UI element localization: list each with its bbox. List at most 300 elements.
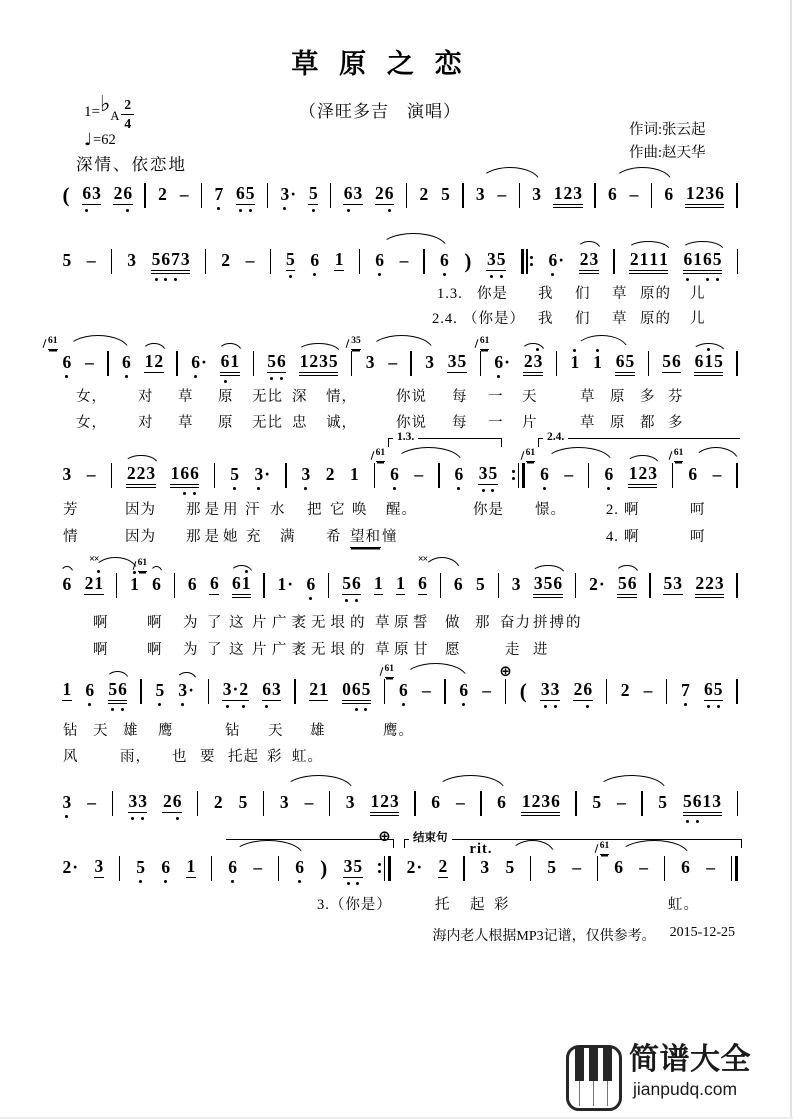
lyric-syllable: 充 [246,529,262,545]
lyric-syllable: 望和 [350,530,381,548]
note-digit: 5 [245,183,255,203]
note-digit: 2 [84,573,94,593]
note-digit: · [287,574,294,595]
lyric-syllable: 水 [270,502,286,518]
lyric-syllable: 原的 [640,311,671,327]
note-digit: 3 [425,352,434,373]
note-digit: 3 [589,249,599,269]
grace-note: 61 [480,337,490,350]
flat-icon: ♭ [99,92,111,117]
note-digit: 6 [384,183,394,203]
note-digit: 6 [454,464,464,485]
note-digit: 5 [496,249,506,269]
lyric-syllable: 每 [452,415,468,431]
note-digit: 6 [82,183,92,203]
lyric-syllable: 无比 [252,415,283,431]
grace-note: 35 [351,337,361,350]
note-digit: 2 [620,680,630,701]
note-digit: 6 [161,249,171,269]
note-digit: 2 [629,249,639,269]
lyric-syllable: 芳 [63,502,79,518]
lyric-syllable: 雄 [310,723,326,739]
note-digit: 5 [712,249,722,269]
note-digit: 5 [543,573,553,593]
note-digit: 6 [704,679,713,699]
meter-numerator: 2 [121,97,134,115]
lyric-syllable: 那 [475,615,491,631]
lyric-syllable: 对 [138,415,154,431]
note-digit: 7 [681,680,690,701]
lyric-syllable: 们 [575,286,591,302]
note-digit: – [564,464,574,485]
note-digit: 6 [232,573,241,593]
note-digit: 5 [592,792,602,813]
coda-icon: ⊕ [499,662,512,680]
note-digit: 5 [108,679,118,699]
note-digit: 6 [615,351,625,371]
note-digit: 1 [639,249,649,269]
note-digit: 2 [523,351,533,371]
note-digit: 6 [172,791,182,811]
lyric-syllable: 4. [606,529,619,545]
piano-key-icon [575,1048,584,1081]
lyric-syllable: 那是用 [186,502,242,518]
lyricist-credit: 作词:张云起 [629,122,706,138]
note-digit: 5 [617,573,627,593]
note-digit: 3 [146,463,156,483]
lyric-syllable: 唤 [352,502,368,518]
note-digit: 3 [475,184,485,205]
note-digit: 6 [681,857,690,878]
note-digit: 6 [497,792,506,813]
lyric-syllable: 走 [505,642,521,658]
lyric-syllable: 女， [76,389,107,405]
note-digit: 6 [62,352,72,373]
note-digit: 1 [130,574,139,595]
lyric-syllable: 因为 [125,529,156,545]
note-digit: 1 [649,249,659,269]
rit-mark: rit. [469,841,493,857]
grace-note: 61 [526,449,536,462]
note-digit: 6 [672,351,681,371]
piano-key-icon [603,1048,612,1081]
note-digit: 6 [688,464,698,485]
note-digit: 3 [712,791,722,811]
lyric-syllable: 进 [533,642,549,658]
note-digit: 3 [550,679,560,699]
note-digit: 2 [221,250,231,271]
lyric-syllable: 也 [172,749,188,765]
note-digit: 5 [441,184,450,205]
lyric-syllable: 我 [538,311,554,327]
note-digit: – [421,680,431,701]
composer-credit: 作曲:赵天华 [629,145,706,161]
note-text: 海内老人根据MP3记谱，仅供参考。 [432,929,656,944]
lyric-syllable: 啊 [624,529,640,545]
note-digit: 6 [453,574,463,595]
note-digit: 1 [374,573,383,593]
note-digit: 1 [241,573,251,593]
note-digit: 1 [350,464,359,485]
note-digit: 3 [138,791,147,811]
note-digit: 1 [659,249,668,269]
lyric-syllable: 一 [488,389,504,405]
lyric-syllable: 呵 [690,502,706,518]
note-digit: – [304,792,314,813]
note-digit: 6 [277,351,286,371]
note-digit: – [86,464,96,485]
note-digit: 6 [548,250,558,271]
note-digit: 5 [308,183,318,203]
note-digit: 3 [486,249,496,269]
volta-label: 2.4. [543,431,568,445]
note-digit: 2 [375,183,384,203]
note-digit: – [85,352,94,373]
lyric-syllable: 草 [178,415,194,431]
note-digit: 6 [152,574,161,595]
note-digit: 6 [604,464,614,485]
volta-label: 结束句 [409,832,452,846]
lyric-syllable: 女， [76,415,107,431]
note-digit: 6 [180,463,190,483]
lyric-syllable: 憬。 [535,502,566,518]
note-digit: – [86,250,96,271]
note-digit: · [72,857,79,878]
note-digit: 2 [158,184,167,205]
lyric-syllable: 2. [606,502,619,518]
lyric-syllable: 儿 [690,311,706,327]
note-digit: 3 [301,464,311,485]
lyric-syllable: 因为 [125,502,156,518]
note-digit: 3 [279,792,289,813]
piano-icon [566,1045,622,1111]
lyric-syllable: 1.3. [437,286,463,302]
lyric-syllable: 诚， [326,415,357,431]
lyric-syllable: 2.4. [432,311,458,327]
lyric-syllable: 对 [138,389,154,405]
note-digit: 2 [638,463,648,483]
note-digit: 5 [267,351,276,371]
note-digit: 5 [662,351,672,371]
key-prefix: 1= [84,104,100,120]
note-digit: 3 [705,183,715,203]
note-digit: – [179,184,189,205]
lyric-syllable: 天 [268,723,284,739]
note-digit: 5 [457,351,467,371]
note-digit: 1 [704,351,714,371]
note-digit: 2 [309,351,319,371]
note-digit: · [232,679,239,699]
note-digit: 3 [254,464,264,485]
lyric-syllable: 天 [522,389,538,405]
lyric-syllable: 誓 [413,615,429,631]
note-digit: 1 [593,352,602,373]
lyric-syllable: 啊 [93,642,109,658]
lyric-syllable: 忠 [292,415,308,431]
note-digit: 5 [714,351,723,371]
lyric-syllable: 片 [522,415,538,431]
note-digit: 3 [511,574,521,595]
note-digit: 1 [396,573,405,593]
note-digit: 3 [532,184,541,205]
lyric-syllable: 草 [612,286,628,302]
note-digit: 3 [365,352,375,373]
lyric-syllable: 片 [252,615,268,631]
note-digit: 3 [127,250,137,271]
note-digit: 2 [531,791,541,811]
note-digit: 3 [222,679,232,699]
note-digit: 1 [186,856,196,876]
note-digit: 6 [553,573,563,593]
lyric-syllable: 彩 [267,749,283,765]
note-digit: · [416,857,423,878]
note-digit: ( [519,678,527,703]
note-digit: 3 [533,573,543,593]
lyric-syllable: 憧 [382,529,398,545]
note-digit: 5 [286,249,295,269]
note-digit: 3 [94,856,104,876]
lyric-syllable: 原 [394,642,410,658]
note-digit: – [643,680,653,701]
note-digit: 5 [475,574,485,595]
note-digit: 5 [488,463,498,483]
note-digit: 2 [213,792,223,813]
lyric-syllable: 把 [307,502,323,518]
note-digit: 5 [713,679,723,699]
lyric-syllable: 原的 [640,286,671,302]
note-digit: 3 [319,351,328,371]
note-digit: 5 [342,573,351,593]
lyric-syllable: 虹。 [292,749,323,765]
lyric-syllable: 希 [326,529,342,545]
note-digit: 3 [180,249,190,269]
lyric-syllable: 啊 [624,502,640,518]
key-letter: A [110,109,120,123]
note-digit: 6 [399,680,408,701]
note-digit: 6 [627,573,637,593]
lyric-syllable: 起 [470,897,486,913]
note-digit: 3 [714,573,724,593]
note-digit: – [629,184,639,205]
note-digit: 6 [715,183,724,203]
note-digit: 3 [128,791,138,811]
note-digit: – [399,250,409,271]
note-digit: 6 [306,574,316,595]
note-digit: 3 [280,184,290,205]
note-digit: 3 [478,463,488,483]
note-digit: 5 [151,249,161,269]
note-digit: 5 [625,351,635,371]
note-digit: 1 [94,573,104,593]
note-digit: ) [320,855,328,880]
ornament-icon: ×× [417,554,428,565]
lyric-syllable: 啊 [147,642,163,658]
note-digit: 5 [353,856,363,876]
note-digit: 6 [540,464,549,485]
lyric-syllable: 原 [394,615,410,631]
note-digit: 6 [614,857,623,878]
note-digit: 2 [695,573,705,593]
note-digit: 6 [123,183,133,203]
lyric-syllable: 彩 [494,897,510,913]
tempo-value: =62 [93,131,116,148]
note-digit: 6 [262,679,271,699]
note-digit: 2 [162,791,172,811]
lyric-syllable: 片 [252,642,268,658]
note-digit: ) [464,248,472,273]
note-digit: · [290,184,297,205]
note-digit: 5 [505,857,515,878]
lyric-syllable: 风 [63,749,79,765]
grace-note: 61 [138,559,148,572]
lyric-syllable: 草 [580,389,596,405]
grace-note: 61 [376,449,386,462]
lyric-syllable: 虹。 [668,897,699,913]
note-digit: 3 [62,792,72,813]
grace-note: 61 [674,449,684,462]
note-digit: – [87,792,97,813]
note-digit: 1 [299,351,309,371]
note-digit: 2 [239,679,249,699]
note-digit: 6 [118,679,127,699]
lyric-syllable: 都 [640,415,656,431]
lyric-syllable: 3.（你是） [317,897,392,913]
lyric-syllable: 钻 [63,723,79,739]
ornament-icon: ×× [89,554,99,565]
note-digit: 6 [190,463,199,483]
lyric-syllable: 这 [229,642,245,658]
note-digit: 5 [62,250,72,271]
note-digit: 1 [334,249,344,269]
piano-key-icon [589,1048,598,1081]
note-digit: 5 [658,792,667,813]
lyric-syllable: 你说 [396,389,427,405]
grace-note: 61 [385,665,395,678]
lyric-syllable: 深 [292,389,308,405]
lyric-syllable: 芬 [668,389,684,405]
lyric-syllable: 情 [63,529,79,545]
lyric-syllable: 你说 [396,415,427,431]
note-digit: 3 [343,856,353,876]
note-digit: – [712,464,722,485]
lyric-syllable: 它 [330,502,346,518]
note-digit: 1 [693,249,702,269]
note-digit: · [188,680,195,701]
note-digit: 3 [390,791,399,811]
note-digit: 3 [541,791,551,811]
lyric-syllable: 每 [452,389,468,405]
lyric-syllable: 儿 [690,286,706,302]
note-digit: 1 [277,574,287,595]
lyric-syllable: 醒。 [386,502,417,518]
note-digit: 5 [663,573,673,593]
note-digit: 6 [418,573,427,593]
performer-subtitle: （泽旺多吉 演唱） [299,102,461,121]
quarter-note-icon: ♩ [84,130,93,150]
note-digit: – [245,250,255,271]
lyric-syllable: 钻 [225,723,241,739]
note-digit: 2 [62,857,72,878]
note-digit: 2 [126,463,136,483]
lyric-syllable: 甘 [413,642,429,658]
note-digit: 1 [685,183,695,203]
lyric-syllable: 原 [610,389,626,405]
note-digit: 7 [171,249,180,269]
note-digit: – [572,857,582,878]
lyric-syllable: 情， [326,389,357,405]
lyric-syllable: 们 [575,311,591,327]
lyric-syllable: 雄 [123,723,139,739]
site-watermark [566,1042,751,1111]
lyric-syllable: 草 [375,615,391,631]
note-digit: 6 [702,249,712,269]
note-digit: 7 [214,184,224,205]
note-digit: 2 [325,464,335,485]
note-digit: 1 [144,351,154,371]
lyric-syllable: 我 [538,286,554,302]
note-digit: 2 [113,183,123,203]
lyric-syllable: 为 [183,615,199,631]
note-digit: – [253,857,263,878]
note-digit: 3 [533,351,543,371]
note-digit: 3 [178,680,188,701]
lyric-syllable: 广袤无垠的 [272,615,370,631]
lyric-syllable: 原 [610,415,626,431]
note-digit: 6 [439,250,449,271]
note-digit: 6 [187,574,197,595]
note-date: 2015-12-25 [669,925,735,940]
note-digit: 3 [353,183,363,203]
note-digit: – [706,857,715,878]
note-digit: 6 [62,574,72,595]
note-digit: 3 [271,679,281,699]
grace-note: 61 [600,842,610,855]
note-digit: 6 [220,351,230,371]
note-digit: 1 [570,352,580,373]
note-digit: 6 [310,250,320,271]
note-digit: – [639,857,649,878]
note-digit: 5 [683,791,692,811]
lyric-syllable: 了 [207,615,223,631]
note-digit: 5 [230,464,240,485]
expression-marking: 深情、依恋地 [76,155,187,174]
note-digit: 6 [351,679,361,699]
lyric-syllable: 为 [183,642,199,658]
lyric-syllable: 奋力 [500,615,531,631]
note-digit: 6 [191,352,200,373]
lyric-syllable: 拼搏的 [533,615,583,631]
note-digit: 2 [579,249,589,269]
lyric-syllable: 无比 [252,389,283,405]
note-digit: 6 [459,680,469,701]
note-digit: · [598,574,605,595]
note-digit: – [388,352,398,373]
note-digit: ( [62,182,70,207]
lyric-syllable: 草 [612,311,628,327]
lyric-syllable: 愿 [445,642,461,658]
grace-note: 61 [48,337,58,350]
song-title: 草 原 之 恋 [291,49,469,79]
transcription-note [432,925,735,945]
lyric-syllable: 草 [580,415,596,431]
coda-icon: ⊕ [378,827,391,845]
note-digit: 0 [342,679,351,699]
note-digit: 3 [62,464,72,485]
note-digit: 6 [161,857,171,878]
lyric-syllable: 啊 [147,615,163,631]
volta-label: 1.3. [393,431,418,445]
note-digit: 3 [573,183,583,203]
